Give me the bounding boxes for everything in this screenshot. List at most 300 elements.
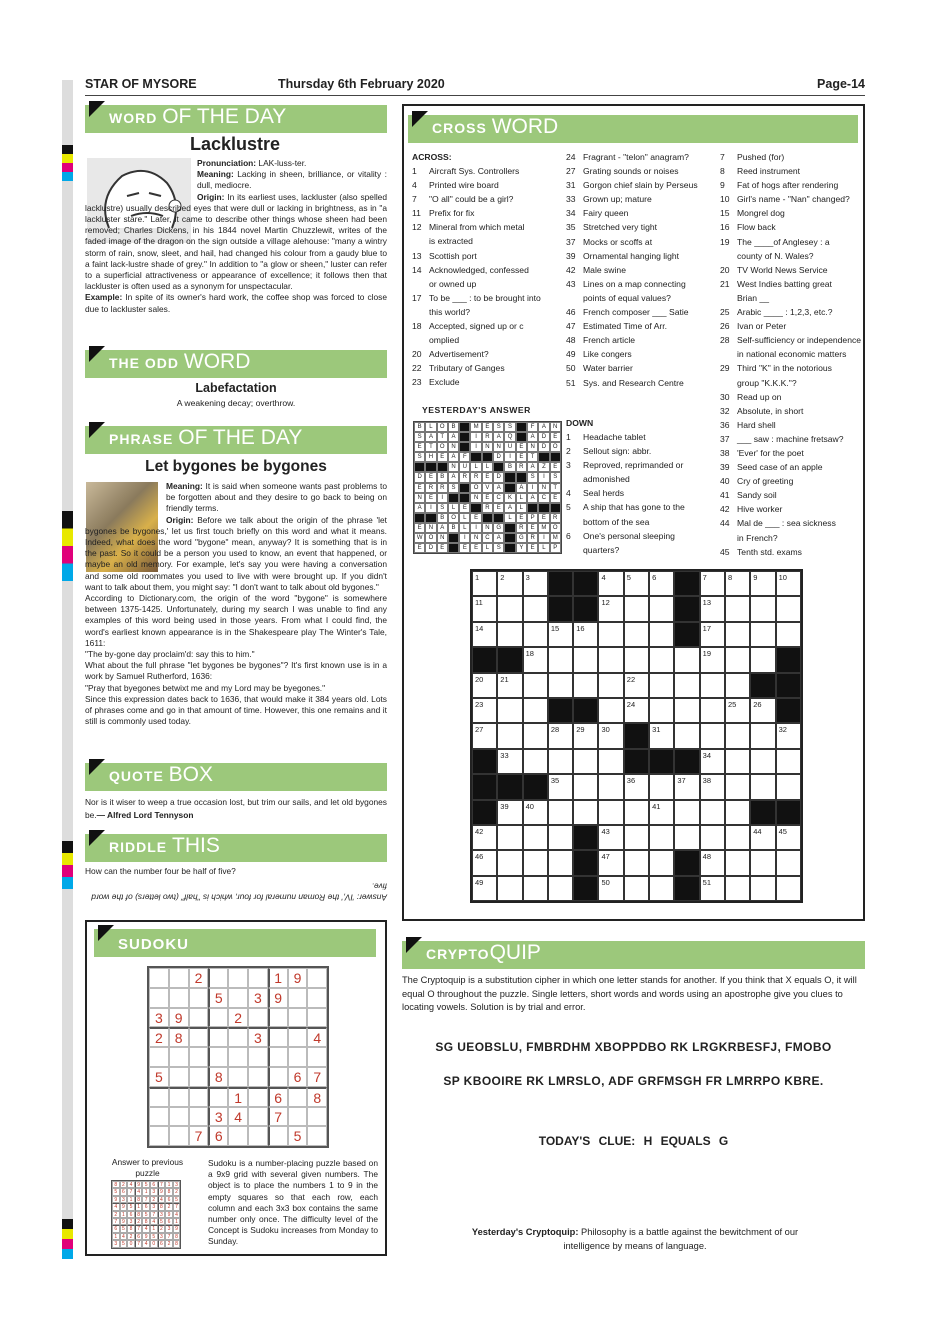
sudoku-cell[interactable] bbox=[307, 1126, 327, 1146]
sudoku-cell[interactable] bbox=[208, 1008, 228, 1028]
crossword-cell[interactable]: 7 bbox=[700, 571, 725, 596]
sudoku-cell[interactable] bbox=[228, 968, 248, 988]
crossword-cell[interactable] bbox=[725, 876, 750, 901]
yesterday-crossword-answer bbox=[413, 421, 562, 554]
sudoku-cell[interactable] bbox=[248, 1067, 268, 1087]
sudoku-cell[interactable] bbox=[288, 1008, 308, 1028]
sudoku-cell[interactable] bbox=[169, 988, 189, 1008]
sudoku-cell[interactable] bbox=[268, 1047, 288, 1067]
crossword-cell[interactable]: 50 bbox=[598, 876, 623, 901]
crossword-cell[interactable] bbox=[598, 622, 623, 647]
crossword-cell[interactable] bbox=[750, 647, 775, 672]
crossword-cell[interactable] bbox=[548, 825, 573, 850]
crossword-cell[interactable] bbox=[649, 774, 674, 799]
sudoku-cell[interactable] bbox=[208, 1027, 228, 1047]
sudoku-cell[interactable]: 5 bbox=[149, 1067, 169, 1087]
crossword-cell[interactable] bbox=[725, 825, 750, 850]
crossword-cell[interactable] bbox=[497, 647, 522, 672]
crossword-cell[interactable]: 38 bbox=[700, 774, 725, 799]
crossword-cell[interactable] bbox=[598, 673, 623, 698]
sudoku-cell[interactable] bbox=[208, 968, 228, 988]
sudoku-cell[interactable] bbox=[149, 1107, 169, 1127]
mini-sudoku-cell: 9 bbox=[120, 1218, 128, 1225]
sudoku-cell[interactable] bbox=[208, 1047, 228, 1067]
mini-sudoku-cell: 1 bbox=[142, 1188, 150, 1195]
crossword-cell[interactable] bbox=[776, 749, 801, 774]
crossword-cell[interactable] bbox=[674, 825, 699, 850]
sudoku-cell[interactable] bbox=[307, 1008, 327, 1028]
crossword-cell[interactable] bbox=[497, 825, 522, 850]
crossword-cell[interactable] bbox=[776, 876, 801, 901]
crossword-cell[interactable] bbox=[624, 647, 649, 672]
crossword-cell[interactable]: 22 bbox=[624, 673, 649, 698]
crossword-cell[interactable]: 47 bbox=[598, 850, 623, 875]
crossword-cell[interactable]: 1 bbox=[472, 571, 497, 596]
crossword-cell[interactable] bbox=[649, 673, 674, 698]
sudoku-cell[interactable] bbox=[248, 1126, 268, 1146]
crossword-cell[interactable] bbox=[523, 622, 548, 647]
answer-cell: B bbox=[437, 513, 448, 523]
clue-item: county of N. Wales? bbox=[737, 250, 814, 261]
crossword-cell[interactable] bbox=[725, 596, 750, 621]
sudoku-cell[interactable] bbox=[307, 988, 327, 1008]
clue-item: 34 Fairy queen bbox=[566, 208, 629, 219]
crossword-cell[interactable] bbox=[649, 825, 674, 850]
sudoku-banner: SUDOKU bbox=[94, 929, 376, 957]
sudoku-cell[interactable]: 3 bbox=[149, 1008, 169, 1028]
sudoku-cell[interactable] bbox=[169, 1087, 189, 1107]
sudoku-cell[interactable] bbox=[288, 1027, 308, 1047]
answer-cell: N bbox=[538, 483, 549, 493]
sudoku-cell[interactable] bbox=[149, 1047, 169, 1067]
crossword-cell[interactable]: 39 bbox=[497, 800, 522, 825]
crossword-cell[interactable] bbox=[497, 876, 522, 901]
crossword-cell[interactable]: 3 bbox=[523, 571, 548, 596]
crossword-cell[interactable] bbox=[598, 774, 623, 799]
answer-cell: I bbox=[538, 472, 549, 482]
answer-cell: A bbox=[527, 493, 538, 503]
sudoku-cell[interactable] bbox=[248, 1107, 268, 1127]
answer-cell: E bbox=[459, 543, 470, 553]
crossword-cell[interactable]: 35 bbox=[548, 774, 573, 799]
crossword-cell[interactable]: 28 bbox=[548, 723, 573, 748]
crossword-cell[interactable] bbox=[523, 825, 548, 850]
sudoku-cell[interactable] bbox=[189, 1047, 209, 1067]
crossword-cell[interactable] bbox=[573, 825, 598, 850]
answer-cell: E bbox=[425, 472, 436, 482]
crossword-cell[interactable] bbox=[725, 850, 750, 875]
sudoku-cell[interactable] bbox=[149, 988, 169, 1008]
answer-cell: O bbox=[470, 483, 481, 493]
crossword-cell[interactable] bbox=[649, 647, 674, 672]
page-header bbox=[85, 74, 865, 96]
crossword-cell[interactable] bbox=[776, 647, 801, 672]
sudoku-cell[interactable] bbox=[288, 1087, 308, 1107]
crossword-cell[interactable] bbox=[548, 749, 573, 774]
mini-sudoku-cell: 6 bbox=[150, 1181, 158, 1188]
crossword-cell[interactable] bbox=[472, 749, 497, 774]
crossword-cell[interactable] bbox=[725, 723, 750, 748]
crossword-cell[interactable] bbox=[776, 800, 801, 825]
crossword-cell[interactable]: 42 bbox=[472, 825, 497, 850]
crossword-cell[interactable]: 29 bbox=[573, 723, 598, 748]
sudoku-cell[interactable] bbox=[169, 1067, 189, 1087]
crossword-cell[interactable] bbox=[674, 723, 699, 748]
answer-cell: C bbox=[538, 493, 549, 503]
crossword-cell[interactable] bbox=[497, 698, 522, 723]
crossword-cell[interactable] bbox=[649, 698, 674, 723]
crossword-cell[interactable] bbox=[548, 850, 573, 875]
crossword-cell[interactable] bbox=[776, 774, 801, 799]
crossword-cell[interactable] bbox=[750, 673, 775, 698]
crossword-cell[interactable] bbox=[649, 850, 674, 875]
crossword-cell[interactable]: 37 bbox=[674, 774, 699, 799]
answer-cell: V bbox=[482, 483, 493, 493]
crossword-cell[interactable] bbox=[573, 774, 598, 799]
crossword-cell[interactable] bbox=[674, 622, 699, 647]
sudoku-cell[interactable] bbox=[189, 1107, 209, 1127]
page-number: Page-14 bbox=[817, 77, 865, 91]
crossword-cell[interactable]: 33 bbox=[497, 749, 522, 774]
sudoku-cell[interactable] bbox=[268, 1126, 288, 1146]
crossword-cell[interactable] bbox=[700, 698, 725, 723]
sudoku-cell[interactable]: 8 bbox=[307, 1087, 327, 1107]
crossword-cell[interactable] bbox=[674, 673, 699, 698]
sudoku-cell[interactable] bbox=[189, 988, 209, 1008]
crossword-cell[interactable]: 24 bbox=[624, 698, 649, 723]
crossword-cell[interactable] bbox=[750, 723, 775, 748]
crossword-cell[interactable] bbox=[750, 596, 775, 621]
crossword-cell[interactable] bbox=[674, 698, 699, 723]
clue-item: group "K.K.K."? bbox=[737, 377, 797, 388]
sudoku-cell[interactable] bbox=[268, 1008, 288, 1028]
clue-item: 42 Hive worker bbox=[720, 504, 783, 515]
crossword-cell[interactable]: 51 bbox=[700, 876, 725, 901]
crossword-cell[interactable]: 43 bbox=[598, 825, 623, 850]
sudoku-cell[interactable]: 4 bbox=[307, 1027, 327, 1047]
crossword-cell[interactable] bbox=[573, 749, 598, 774]
crossword-cell[interactable] bbox=[624, 723, 649, 748]
crossword-cell[interactable] bbox=[598, 647, 623, 672]
crossword-cell[interactable]: 15 bbox=[548, 622, 573, 647]
crossword-cell[interactable] bbox=[700, 825, 725, 850]
crossword-cell[interactable]: 11 bbox=[472, 596, 497, 621]
crossword-cell[interactable]: 14 bbox=[472, 622, 497, 647]
crossword-cell[interactable]: 10 bbox=[776, 571, 801, 596]
crossword-cell[interactable] bbox=[598, 749, 623, 774]
crossword-cell[interactable] bbox=[624, 850, 649, 875]
crossword-cell[interactable] bbox=[750, 800, 775, 825]
crossword-cell[interactable] bbox=[548, 647, 573, 672]
crossword-cell[interactable] bbox=[598, 800, 623, 825]
mini-sudoku-cell: 3 bbox=[158, 1211, 166, 1218]
crossword-cell[interactable] bbox=[776, 673, 801, 698]
crossword-cell[interactable] bbox=[725, 673, 750, 698]
crossword-cell[interactable] bbox=[598, 698, 623, 723]
sudoku-cell[interactable]: 2 bbox=[228, 1008, 248, 1028]
crossword-cell[interactable] bbox=[700, 723, 725, 748]
crossword-cell[interactable] bbox=[573, 673, 598, 698]
sudoku-cell[interactable]: 5 bbox=[208, 988, 228, 1008]
answer-cell: E bbox=[550, 462, 561, 472]
crossword-cell[interactable] bbox=[523, 749, 548, 774]
clue-item: 17 To be ___ : to be brought into bbox=[412, 292, 541, 303]
crossword-cell[interactable]: 44 bbox=[750, 825, 775, 850]
mini-sudoku-cell: 6 bbox=[112, 1225, 120, 1232]
crossword-cell[interactable]: 17 bbox=[700, 622, 725, 647]
crossword-cell[interactable] bbox=[674, 571, 699, 596]
crossword-cell[interactable] bbox=[624, 876, 649, 901]
clue-item: 19 The ____of Anglesey : a bbox=[720, 236, 830, 247]
sudoku-cell[interactable] bbox=[248, 968, 268, 988]
sudoku-cell[interactable]: 6 bbox=[208, 1126, 228, 1146]
sudoku-cell[interactable] bbox=[228, 1027, 248, 1047]
crossword-cell[interactable] bbox=[750, 850, 775, 875]
crossword-cell[interactable] bbox=[649, 596, 674, 621]
crossword-cell[interactable] bbox=[573, 850, 598, 875]
crossword-cell[interactable] bbox=[624, 622, 649, 647]
crossword-cell[interactable] bbox=[523, 774, 548, 799]
clue-item: 30 Read up on bbox=[720, 391, 782, 402]
crossword-cell[interactable] bbox=[674, 596, 699, 621]
crossword-cell[interactable] bbox=[497, 723, 522, 748]
sudoku-cell[interactable] bbox=[149, 1087, 169, 1107]
crossword-cell[interactable]: 48 bbox=[700, 850, 725, 875]
crossword-cell[interactable] bbox=[700, 800, 725, 825]
crossword-cell[interactable] bbox=[674, 800, 699, 825]
crossword-cell[interactable]: 8 bbox=[725, 571, 750, 596]
sudoku-cell[interactable] bbox=[149, 1126, 169, 1146]
crossword-cell[interactable] bbox=[497, 850, 522, 875]
crossword-cell[interactable]: 21 bbox=[497, 673, 522, 698]
crossword-cell[interactable] bbox=[548, 673, 573, 698]
crossword-cell[interactable]: 27 bbox=[472, 723, 497, 748]
crossword-cell[interactable] bbox=[472, 800, 497, 825]
crossword-cell[interactable] bbox=[776, 622, 801, 647]
sudoku-cell[interactable]: 7 bbox=[268, 1107, 288, 1127]
sudoku-cell[interactable]: 3 bbox=[208, 1107, 228, 1127]
crossword-cell[interactable] bbox=[523, 698, 548, 723]
sudoku-cell[interactable]: 9 bbox=[288, 968, 308, 988]
answer-cell: A bbox=[527, 432, 538, 442]
answer-cell: R bbox=[482, 503, 493, 513]
sudoku-cell[interactable] bbox=[149, 968, 169, 988]
crossword-cell[interactable] bbox=[548, 876, 573, 901]
mini-sudoku-cell: 4 bbox=[173, 1211, 181, 1218]
crossword-cell[interactable] bbox=[750, 876, 775, 901]
clue-item: 13 Scottish port bbox=[412, 250, 477, 261]
answer-cell: B bbox=[504, 462, 515, 472]
answer-cell: U bbox=[504, 442, 515, 452]
crossword-cell[interactable] bbox=[548, 571, 573, 596]
crossword-cell[interactable]: 30 bbox=[598, 723, 623, 748]
crossword-cell[interactable] bbox=[649, 749, 674, 774]
sudoku-cell[interactable] bbox=[228, 1126, 248, 1146]
sudoku-cell[interactable]: 6 bbox=[288, 1067, 308, 1087]
sudoku-cell[interactable] bbox=[288, 1047, 308, 1067]
crossword-cell[interactable] bbox=[674, 850, 699, 875]
crossword-cell[interactable] bbox=[573, 800, 598, 825]
crossword-cell[interactable] bbox=[497, 596, 522, 621]
cryptoquip-banner: CRYPTOQUIP bbox=[402, 941, 865, 969]
sudoku-cell[interactable] bbox=[169, 1107, 189, 1127]
answer-cell: S bbox=[414, 432, 425, 442]
crossword-cell[interactable]: 5 bbox=[624, 571, 649, 596]
answer-cell: Z bbox=[538, 462, 549, 472]
crossword-cell[interactable] bbox=[649, 876, 674, 901]
crossword-cell[interactable]: 49 bbox=[472, 876, 497, 901]
sudoku-cell[interactable] bbox=[268, 1027, 288, 1047]
sudoku-cell[interactable] bbox=[307, 968, 327, 988]
crossword-cell[interactable]: 18 bbox=[523, 647, 548, 672]
crossword-cell[interactable]: 45 bbox=[776, 825, 801, 850]
sudoku-cell[interactable]: 5 bbox=[288, 1126, 308, 1146]
crossword-cell[interactable]: 13 bbox=[700, 596, 725, 621]
sudoku-cell[interactable] bbox=[288, 1107, 308, 1127]
answer-cell: E bbox=[470, 543, 481, 553]
sudoku-cell[interactable]: 4 bbox=[228, 1107, 248, 1127]
answer-cell: L bbox=[459, 523, 470, 533]
crossword-cell[interactable] bbox=[497, 774, 522, 799]
sudoku-cell[interactable] bbox=[228, 1047, 248, 1067]
cryptoquip-intro: The Cryptoquip is a substitution cipher in which one letter stands for another. If you think that X equals O, it will equal O throughout the puzzle. Single letters, short words and words using an apostrophe give you clues to locating vowels. Solution is by trial and error. bbox=[402, 975, 857, 1012]
sudoku-cell[interactable] bbox=[169, 1047, 189, 1067]
crossword-cell[interactable]: 32 bbox=[776, 723, 801, 748]
crossword-cell[interactable] bbox=[725, 774, 750, 799]
crossword-cell[interactable] bbox=[523, 723, 548, 748]
answer-cell: A bbox=[448, 432, 459, 442]
crossword-cell[interactable] bbox=[624, 596, 649, 621]
crossword-cell[interactable] bbox=[624, 749, 649, 774]
sudoku-cell[interactable]: 8 bbox=[169, 1027, 189, 1047]
sudoku-cell[interactable] bbox=[189, 1008, 209, 1028]
crossword-cell[interactable] bbox=[573, 596, 598, 621]
crossword-cell[interactable] bbox=[548, 800, 573, 825]
sudoku-cell[interactable]: 6 bbox=[268, 1087, 288, 1107]
sudoku-cell[interactable]: 2 bbox=[189, 968, 209, 988]
crossword-cell[interactable] bbox=[523, 850, 548, 875]
crossword-cell[interactable] bbox=[750, 622, 775, 647]
sudoku-cell[interactable] bbox=[228, 988, 248, 1008]
sudoku-cell[interactable]: 7 bbox=[307, 1067, 327, 1087]
crossword-cell[interactable] bbox=[725, 647, 750, 672]
crossword-cell[interactable] bbox=[674, 876, 699, 901]
clue-item: 26 Ivan or Peter bbox=[720, 321, 787, 332]
mini-sudoku-cell: 4 bbox=[127, 1181, 135, 1188]
crossword-cell[interactable] bbox=[725, 749, 750, 774]
sudoku-cell[interactable]: 1 bbox=[228, 1087, 248, 1107]
crossword-cell[interactable]: 12 bbox=[598, 596, 623, 621]
crossword-cell[interactable] bbox=[725, 800, 750, 825]
crossword-cell[interactable] bbox=[573, 571, 598, 596]
crossword-cell[interactable] bbox=[523, 876, 548, 901]
sudoku-cell[interactable]: 9 bbox=[268, 988, 288, 1008]
crossword-cell[interactable] bbox=[573, 876, 598, 901]
crossword-cell[interactable] bbox=[523, 596, 548, 621]
sudoku-cell[interactable] bbox=[228, 1067, 248, 1087]
crossword-cell[interactable]: 25 bbox=[725, 698, 750, 723]
crossword-cell[interactable]: 6 bbox=[649, 571, 674, 596]
crossword-cell[interactable] bbox=[548, 596, 573, 621]
answer-cell bbox=[459, 422, 470, 432]
sudoku-cell[interactable]: 8 bbox=[208, 1067, 228, 1087]
sudoku-cell[interactable] bbox=[248, 1008, 268, 1028]
crossword-cell[interactable] bbox=[725, 622, 750, 647]
sudoku-cell[interactable] bbox=[307, 1107, 327, 1127]
crossword-cell[interactable] bbox=[472, 647, 497, 672]
crossword-cell[interactable]: 19 bbox=[700, 647, 725, 672]
crossword-cell[interactable] bbox=[624, 825, 649, 850]
crossword-cell[interactable] bbox=[649, 622, 674, 647]
crossword-cell[interactable]: 36 bbox=[624, 774, 649, 799]
crossword-cell[interactable] bbox=[776, 850, 801, 875]
sudoku-cell[interactable] bbox=[189, 1067, 209, 1087]
crossword-cell[interactable]: 40 bbox=[523, 800, 548, 825]
sudoku-cell[interactable]: 1 bbox=[268, 968, 288, 988]
sudoku-cell[interactable] bbox=[208, 1087, 228, 1107]
sudoku-cell[interactable] bbox=[307, 1047, 327, 1067]
sudoku-cell[interactable]: 3 bbox=[248, 988, 268, 1008]
sudoku-cell[interactable] bbox=[268, 1067, 288, 1087]
answer-cell bbox=[459, 483, 470, 493]
crossword-cell[interactable] bbox=[750, 774, 775, 799]
sudoku-cell[interactable] bbox=[169, 968, 189, 988]
crossword-cell[interactable] bbox=[776, 596, 801, 621]
crossword-cell[interactable] bbox=[674, 749, 699, 774]
crossword-cell[interactable]: 31 bbox=[649, 723, 674, 748]
answer-cell: E bbox=[414, 543, 425, 553]
sudoku-cell[interactable]: 2 bbox=[149, 1027, 169, 1047]
sudoku-cell[interactable] bbox=[189, 1087, 209, 1107]
sudoku-cell[interactable] bbox=[248, 1087, 268, 1107]
crossword-cell[interactable]: 2 bbox=[497, 571, 522, 596]
crossword-cell[interactable] bbox=[497, 622, 522, 647]
crossword-cell[interactable] bbox=[776, 698, 801, 723]
answer-cell: C bbox=[482, 533, 493, 543]
sudoku-cell[interactable]: 9 bbox=[169, 1008, 189, 1028]
crossword-cell[interactable] bbox=[548, 698, 573, 723]
crossword-cell[interactable] bbox=[750, 749, 775, 774]
crossword-cell[interactable] bbox=[573, 698, 598, 723]
crossword-cell[interactable] bbox=[523, 673, 548, 698]
crossword-cell[interactable]: 9 bbox=[750, 571, 775, 596]
sudoku-cell[interactable] bbox=[248, 1047, 268, 1067]
crossword-cell[interactable] bbox=[674, 647, 699, 672]
sudoku-cell[interactable] bbox=[288, 988, 308, 1008]
answer-cell: E bbox=[516, 442, 527, 452]
crossword-cell[interactable] bbox=[472, 774, 497, 799]
crossword-cell[interactable] bbox=[573, 647, 598, 672]
sudoku-cell[interactable]: 3 bbox=[248, 1027, 268, 1047]
crossword-cell[interactable]: 26 bbox=[750, 698, 775, 723]
mini-sudoku-cell: 4 bbox=[135, 1188, 143, 1195]
crossword-cell[interactable] bbox=[624, 800, 649, 825]
sudoku-cell[interactable] bbox=[169, 1126, 189, 1146]
phrase-of-day-banner: PHRASE OF THE DAY bbox=[85, 426, 387, 454]
crossword-cell[interactable]: 41 bbox=[649, 800, 674, 825]
crossword-cell[interactable]: 4 bbox=[598, 571, 623, 596]
sudoku-cell[interactable] bbox=[189, 1027, 209, 1047]
crossword-cell[interactable] bbox=[700, 673, 725, 698]
crossword-cell[interactable]: 34 bbox=[700, 749, 725, 774]
crossword-cell[interactable]: 23 bbox=[472, 698, 497, 723]
crossword-cell[interactable]: 20 bbox=[472, 673, 497, 698]
clue-item: 36 Hard shell bbox=[720, 419, 776, 430]
crossword-cell[interactable]: 16 bbox=[573, 622, 598, 647]
sudoku-cell[interactable]: 7 bbox=[189, 1126, 209, 1146]
crossword-grid bbox=[470, 569, 803, 903]
crossword-cell[interactable]: 46 bbox=[472, 850, 497, 875]
